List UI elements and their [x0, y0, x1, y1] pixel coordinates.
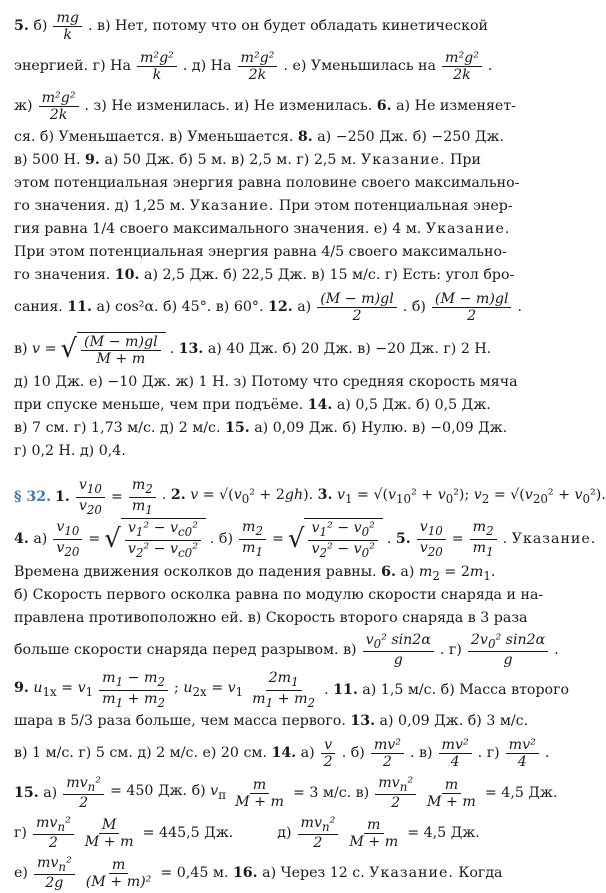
section-32-line-10: 15. а) $\frac{mv_п^2}{2}$ = 450 Дж. б) $v_п$ $\frac{m}{M + m}$ = 3 м/с. в) $\frac{mv_п^2}{2}$ $\frac{m}{M + m}$ = 4,5 Дж.	[14, 774, 558, 812]
text-line-5: в) 500 Н. 9. а) 50 Дж. б) 5 м. в) 2,5 м. г) 2,5 м. Указание. При	[14, 152, 481, 168]
section-32-line-2: 4. а) $\frac{v_{10}}{v_{20}}$ = √ $\frac{v_1^2 - v_{c0}^2}{v_2^2 - v_{c0}^2}$ . б) $\frac{m_2}{m_1}$ = √ $\frac{v_1^2 - v_0^2}{v_2^2 - v_0^2}$ . 5. $\frac{v_{10}}{v_{20}}$ = $\frac{m_2}{m_1}$ . Указание.	[14, 518, 597, 560]
text-line-11: сания. 11. а) cos²α. б) 45°. в) 60°. 12. а) $\frac{(M - m)gl}{2}$ . б) $\frac{(M - m)gl}{2}$ .	[14, 290, 522, 324]
section-32-line-6: больше скорости снаряда перед разрывом. в) $\frac{v_0^2 \sin 2\alpha}{g}$ . г) $\frac{2v_0^2 \sin 2\alpha}{g}$ .	[14, 631, 559, 669]
section-label: § 32.	[14, 489, 52, 505]
text-line-2: энергией. г) На $\frac{\text{m²g²}}{k}$ . д) На $\frac{\text{m²g²}}{2k}$ . е) Уменьшилась на $\frac{\text{m²g²}}{2k}$ .	[14, 49, 493, 83]
text-line-15: в) 7 см. г) 1,73 м/с. д) 2 м/с. 15. а) 0,09 Дж. б) Нулю. в) −0,09 Дж.	[14, 420, 508, 436]
text-line-7: го значения. д) 1,25 м. Указание. При этом потенциальная энер-	[14, 198, 513, 214]
section-32-line-3: Времена движения осколков до падения равны. 6. а) $m_2 = 2m_1$.	[14, 564, 496, 583]
text-line-14: при спуске меньше, чем при подъёме. 14. а) 0,5 Дж. б) 0,5 Дж.	[14, 397, 491, 413]
section-32-line-7: 9. $u_{1x} = v_1$ $\frac{m_1 - m_2}{m_1 + m_2}$ ; $u_{2x} = v_1$ $\frac{2m_1}{m_1 + m_2}$ . 11. а) 1,5 м/с. б) Масса второго	[14, 669, 570, 710]
text-line-12: в) v = √ $\frac{(M - m)gl}{M + m}$ . 13. а) 40 Дж. б) 20 Дж. в) −20 Дж. г) 2 Н.	[14, 333, 492, 367]
text-line-16: г) 0,2 Н. д) 0,4.	[14, 443, 126, 459]
section-32-line-4: б) Скорость первого осколка равна по модулю скорости снаряда и на-	[14, 587, 544, 603]
section-32-line-5: правлена противоположно ей. в) Скорость второго снаряда в 3 раза	[14, 610, 528, 626]
text-line-13: д) 10 Дж. е) −10 Дж. ж) 1 Н. з) Потому что средняя скорость мяча	[14, 374, 518, 390]
text-line-4: ся. б) Уменьшается. в) Уменьшается. 8. а) −250 Дж. б) −250 Дж.	[14, 129, 504, 145]
section-32-line-1: § 32. 1. $\frac{v_{10}}{v_{20}}$ = $\frac{m_2}{m_1}$ . 2. $v = √(v_0^2 + 2gh)$. 3. $v_1 = √(v_{10}^2 + v_0^2)$; $v_2 = √(v_{20}^2 + v_0^2)$.	[14, 476, 606, 517]
section-32-line-11: г) $\frac{mv_п^2}{2}$ $\frac{M}{M + m}$ = 445,5 Дж. д) $\frac{mv_п^2}{2}$ $\frac{m}{M + m}$ = 4,5 Дж.	[14, 814, 480, 852]
section-32-line-8: шара в 5/3 раза больше, чем масса первого. 13. а) 0,09 Дж. б) 3 м/с.	[14, 713, 529, 729]
text-line-6: этом потенциальная энергия равна половине своего максимально-	[14, 175, 520, 191]
section-32-line-12: е) $\frac{mv_п^2}{2g}$ $\frac{m}{\text{(M + m)²}}$ = 0,45 м. 16. а) Через 12 с. Указание. Когда	[14, 854, 503, 892]
text-line-9: При этом потенциальная энергия равна 4/5 своего максимально-	[14, 244, 507, 260]
text-line-1: 5. б) $\frac{mg}{k}$ . в) Нет, потому что он будет обладать кинетической	[14, 9, 488, 43]
text-line-10: го значения. 10. а) 2,5 Дж. б) 22,5 Дж. в) 15 м/с. г) Есть: угол бро-	[14, 267, 515, 283]
text-line-3: ж) $\frac{\text{m²g²}}{2k}$ . з) Не изменилась. и) Не изменилась. 6. а) Не изменяет-	[14, 89, 516, 123]
text-line-8: гия равна 1/4 своего максимального значения. е) 4 м. Указание.	[14, 221, 511, 237]
section-32-line-9: в) 1 м/с. г) 5 см. д) 2 м/с. е) 20 см. 14. а) $\frac{v}{2}$ . б) $\frac{\text{mv²}}{2}$ . в) $\frac{\text{mv²}}{4}$ . г) $\frac{\text{mv²}}{4}$ .	[14, 736, 550, 770]
